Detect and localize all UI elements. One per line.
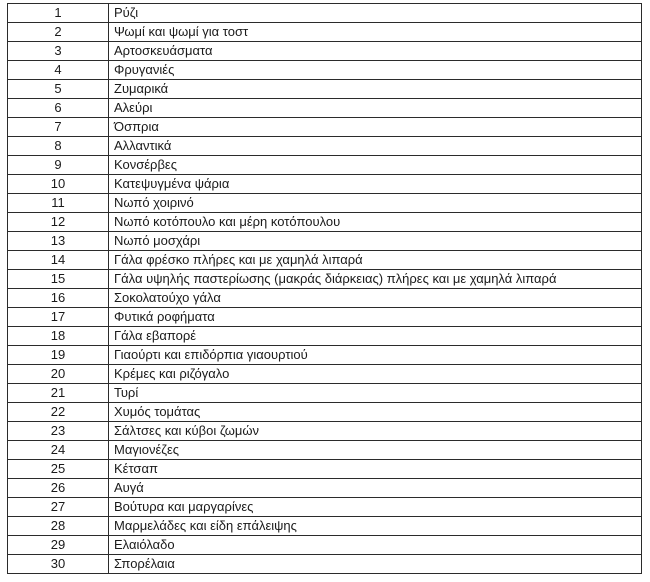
table-row bbox=[8, 270, 642, 289]
table-row bbox=[8, 4, 642, 23]
row-number-cell: 10 bbox=[8, 175, 109, 194]
product-name-cell: Κονσέρβες bbox=[109, 156, 642, 175]
row-number-cell: 11 bbox=[8, 194, 109, 213]
table-row bbox=[8, 289, 642, 308]
product-name-cell: Γάλα υψηλής παστερίωσης (μακράς διάρκειας) πλήρες και με χαμηλά λιπαρά bbox=[109, 270, 642, 289]
table-row bbox=[8, 346, 642, 365]
table-row bbox=[8, 137, 642, 156]
product-name-cell: Όσπρια bbox=[109, 118, 642, 137]
product-name-cell: Ρύζι bbox=[109, 4, 642, 23]
table-row bbox=[8, 175, 642, 194]
product-name-cell: Σοκολατούχο γάλα bbox=[109, 289, 642, 308]
table-body bbox=[8, 4, 642, 574]
row-number-cell: 23 bbox=[8, 422, 109, 441]
row-number-cell: 22 bbox=[8, 403, 109, 422]
product-name-cell: Τυρί bbox=[109, 384, 642, 403]
table-row bbox=[8, 80, 642, 99]
product-name-cell: Σάλτσες και κύβοι ζωμών bbox=[109, 422, 642, 441]
product-name-cell: Νωπό κοτόπουλο και μέρη κοτόπουλου bbox=[109, 213, 642, 232]
row-number-cell: 16 bbox=[8, 289, 109, 308]
product-category-table bbox=[7, 3, 642, 574]
table-row bbox=[8, 422, 642, 441]
table-row bbox=[8, 251, 642, 270]
table-row bbox=[8, 61, 642, 80]
table-row bbox=[8, 42, 642, 61]
product-name-cell: Νωπό μοσχάρι bbox=[109, 232, 642, 251]
product-name-cell: Σπορέλαια bbox=[109, 555, 642, 574]
table-row bbox=[8, 232, 642, 251]
product-name-cell: Ζυμαρικά bbox=[109, 80, 642, 99]
row-number-cell: 18 bbox=[8, 327, 109, 346]
table-row bbox=[8, 23, 642, 42]
row-number-cell: 13 bbox=[8, 232, 109, 251]
product-table-container bbox=[7, 3, 642, 574]
row-number-cell: 21 bbox=[8, 384, 109, 403]
row-number-cell: 29 bbox=[8, 536, 109, 555]
table-row bbox=[8, 555, 642, 574]
row-number-cell: 25 bbox=[8, 460, 109, 479]
table-row bbox=[8, 99, 642, 118]
product-name-cell: Κέτσαπ bbox=[109, 460, 642, 479]
product-name-cell: Αλεύρι bbox=[109, 99, 642, 118]
table-row bbox=[8, 118, 642, 137]
row-number-cell: 12 bbox=[8, 213, 109, 232]
row-number-cell: 15 bbox=[8, 270, 109, 289]
product-name-cell: Αλλαντικά bbox=[109, 137, 642, 156]
row-number-cell: 2 bbox=[8, 23, 109, 42]
product-name-cell: Γάλα φρέσκο πλήρες και με χαμηλά λιπαρά bbox=[109, 251, 642, 270]
row-number-cell: 20 bbox=[8, 365, 109, 384]
row-number-cell: 6 bbox=[8, 99, 109, 118]
product-name-cell: Αρτοσκευάσματα bbox=[109, 42, 642, 61]
product-name-cell: Βούτυρα και μαργαρίνες bbox=[109, 498, 642, 517]
row-number-cell: 17 bbox=[8, 308, 109, 327]
row-number-cell: 7 bbox=[8, 118, 109, 137]
product-name-cell: Κατεψυγμένα ψάρια bbox=[109, 175, 642, 194]
row-number-cell: 14 bbox=[8, 251, 109, 270]
table-row bbox=[8, 213, 642, 232]
product-name-cell: Ψωμί και ψωμί για τοστ bbox=[109, 23, 642, 42]
row-number-cell: 24 bbox=[8, 441, 109, 460]
table-row bbox=[8, 536, 642, 555]
table-row bbox=[8, 308, 642, 327]
product-name-cell: Ελαιόλαδο bbox=[109, 536, 642, 555]
table-row bbox=[8, 517, 642, 536]
row-number-cell: 27 bbox=[8, 498, 109, 517]
product-name-cell: Αυγά bbox=[109, 479, 642, 498]
table-row bbox=[8, 384, 642, 403]
product-name-cell: Φυτικά ροφήματα bbox=[109, 308, 642, 327]
product-name-cell: Φρυγανιές bbox=[109, 61, 642, 80]
row-number-cell: 19 bbox=[8, 346, 109, 365]
row-number-cell: 8 bbox=[8, 137, 109, 156]
table-row bbox=[8, 365, 642, 384]
row-number-cell: 9 bbox=[8, 156, 109, 175]
product-name-cell: Μαγιονέζες bbox=[109, 441, 642, 460]
row-number-cell: 3 bbox=[8, 42, 109, 61]
table-row bbox=[8, 327, 642, 346]
product-name-cell: Χυμός τομάτας bbox=[109, 403, 642, 422]
row-number-cell: 5 bbox=[8, 80, 109, 99]
table-row bbox=[8, 194, 642, 213]
table-row bbox=[8, 441, 642, 460]
row-number-cell: 4 bbox=[8, 61, 109, 80]
row-number-cell: 28 bbox=[8, 517, 109, 536]
row-number-cell: 1 bbox=[8, 4, 109, 23]
row-number-cell: 30 bbox=[8, 555, 109, 574]
product-name-cell: Νωπό χοιρινό bbox=[109, 194, 642, 213]
row-number-cell: 26 bbox=[8, 479, 109, 498]
product-name-cell: Κρέμες και ριζόγαλο bbox=[109, 365, 642, 384]
table-row bbox=[8, 156, 642, 175]
product-name-cell: Γιαούρτι και επιδόρπια γιαουρτιού bbox=[109, 346, 642, 365]
table-row bbox=[8, 498, 642, 517]
product-name-cell: Μαρμελάδες και είδη επάλειψης bbox=[109, 517, 642, 536]
table-row bbox=[8, 460, 642, 479]
table-row bbox=[8, 479, 642, 498]
table-row bbox=[8, 403, 642, 422]
product-name-cell: Γάλα εβαπορέ bbox=[109, 327, 642, 346]
